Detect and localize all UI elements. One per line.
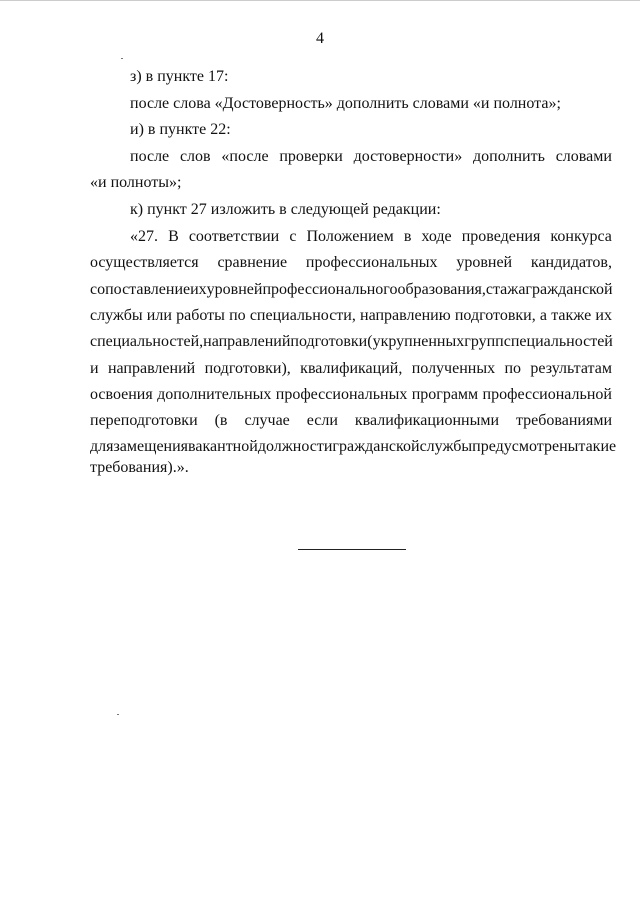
word: (в <box>214 412 228 429</box>
page-top-edge <box>0 0 640 1</box>
word: словами <box>555 148 612 165</box>
word: освоения <box>90 386 153 403</box>
word: сравнение <box>217 254 288 271</box>
word: специальностей <box>503 333 613 350</box>
word: квалификаций, <box>300 360 403 377</box>
item-k-line <box>90 253 612 273</box>
word: (укрупненных <box>367 333 465 350</box>
word: подготовки <box>290 333 368 350</box>
word: случае <box>244 412 290 429</box>
word: направлений <box>107 360 196 377</box>
word: уровней <box>456 254 513 271</box>
word: соответствии <box>188 228 280 245</box>
word: их <box>595 307 612 324</box>
item-k-line <box>90 306 612 326</box>
word: результатам <box>530 360 612 377</box>
word: достоверности» <box>353 148 463 165</box>
word: вакантной <box>188 438 258 455</box>
word: также <box>551 307 592 324</box>
item-k-line <box>90 411 612 431</box>
word: службы <box>90 307 143 324</box>
page-number: 4 <box>316 30 324 47</box>
word: дополнительных <box>157 386 272 403</box>
word: такие <box>578 438 617 455</box>
word: гражданской <box>332 438 420 455</box>
word: В <box>168 228 179 245</box>
word: образования, <box>397 281 486 298</box>
word: конкурса <box>550 228 612 245</box>
item-k-line <box>90 280 612 300</box>
word: по <box>229 307 246 324</box>
word: для <box>90 438 114 455</box>
word: специальностей, <box>90 333 204 350</box>
word: полученных <box>411 360 496 377</box>
word: направлений <box>203 333 291 350</box>
item-k-last-line: требования).». <box>90 459 189 476</box>
word: замещения <box>113 438 189 455</box>
word: проведения <box>461 228 541 245</box>
word: должности <box>257 438 333 455</box>
end-separator-line <box>298 549 406 550</box>
word: с <box>289 228 297 245</box>
word: стажа <box>485 281 526 298</box>
word: профессиональных <box>275 386 408 403</box>
word: а <box>539 307 548 324</box>
word: их <box>190 281 207 298</box>
word: если <box>306 412 338 429</box>
item-k-heading: к) пункт 27 изложить в следующей редакции: <box>130 201 441 218</box>
word: или <box>146 307 172 324</box>
word: работы <box>176 307 225 324</box>
item-i-heading: и) в пункте 22: <box>130 121 231 138</box>
word: профессионального <box>262 281 398 298</box>
item-k-line <box>90 359 612 379</box>
word: по <box>504 360 522 377</box>
item-k-line <box>90 385 612 405</box>
word: специальности, <box>249 307 356 324</box>
word: в <box>403 228 412 245</box>
word: профессиональных <box>305 254 438 271</box>
word: слов <box>179 148 211 165</box>
word: профессиональной <box>482 386 612 403</box>
word: Положением <box>306 228 394 245</box>
word: квалификационными <box>354 412 499 429</box>
item-i-line-2: «и полноты»; <box>90 174 182 191</box>
word: предусмотрены <box>472 438 579 455</box>
word: требованиями <box>515 412 612 429</box>
word: осуществляется <box>90 254 199 271</box>
word: службы <box>419 438 473 455</box>
item-z-text: после слова «Достоверность» дополнить словами «и полнота»; <box>130 95 561 112</box>
item-k-line <box>90 332 612 352</box>
scan-speck <box>121 58 123 59</box>
word: переподготовки <box>90 412 198 429</box>
word: подготовки, <box>454 307 536 324</box>
word: ходе <box>421 228 452 245</box>
word: программ <box>411 386 479 403</box>
word: сопоставление <box>90 281 191 298</box>
word: «после <box>221 148 269 165</box>
word: кандидатов, <box>530 254 612 271</box>
word: «27. <box>130 228 158 245</box>
item-k-line <box>130 227 612 247</box>
word: групп <box>464 333 504 350</box>
word: дополнить <box>473 148 545 165</box>
word: и <box>90 360 99 377</box>
word: после <box>130 148 170 165</box>
word: гражданской <box>525 281 613 298</box>
word: подготовки), <box>204 360 291 377</box>
word: проверки <box>279 148 343 165</box>
item-z-heading: з) в пункте 17: <box>130 68 229 85</box>
item-k-line <box>90 437 617 457</box>
word: уровней <box>206 281 263 298</box>
item-i-line-1 <box>130 147 612 167</box>
word: направлению <box>360 307 451 324</box>
scan-speck <box>117 714 119 715</box>
